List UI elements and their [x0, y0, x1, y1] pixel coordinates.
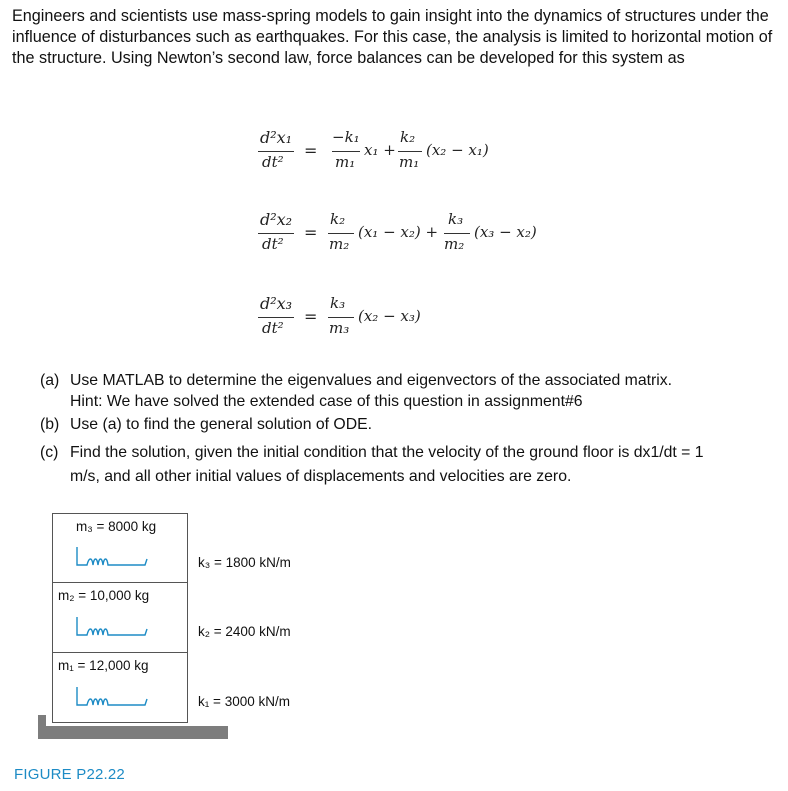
part-a-label: (a) [40, 372, 60, 389]
eq1-t1-bar [332, 151, 360, 152]
part-b-label: (b) [40, 416, 60, 433]
eq2-lhs-denominator: dt² [262, 235, 284, 253]
eq2-t2-paren: (x₃ − x₂) [474, 223, 537, 241]
mass-1-label: m₁ = 12,000 kg [58, 658, 149, 673]
eq2-t2-bar [444, 233, 470, 234]
eq1-t2-paren: (x₂ − x₁) [426, 141, 489, 159]
eq1-t2-numerator: k₂ [400, 128, 416, 146]
mass-2-label: m₂ = 10,000 kg [58, 588, 150, 603]
eq3-lhs-bar [258, 317, 294, 318]
eq1-lhs-bar [258, 151, 294, 152]
eq3-lhs-denominator: dt² [262, 319, 284, 337]
k1-label: k₁ = 3000 kN/m [198, 694, 290, 709]
part-a-line-2: Hint: We have solved the extended case of this question in assignment#6 [70, 393, 583, 410]
spring-1-icon [75, 685, 165, 709]
eq1-t1-denominator: m₁ [335, 153, 356, 171]
eq3-t1-numerator: k₃ [330, 294, 346, 312]
eq3-equals: = [304, 307, 318, 326]
eq3-lhs-numerator: d²x₃ [260, 294, 293, 313]
eq1-lhs-numerator: d²x₁ [260, 128, 293, 147]
eq1-t2-bar [398, 151, 422, 152]
eq2-t1-paren: (x₁ − x₂) + [358, 223, 439, 241]
eq2-t2-numerator: k₃ [448, 210, 464, 228]
k2-label: k₂ = 2400 kN/m [198, 624, 291, 639]
eq2-lhs-bar [258, 233, 294, 234]
eq1-equals: = [304, 141, 318, 160]
eq2-t2-denominator: m₂ [444, 235, 465, 253]
eq1-t1-variable: x₁ + [364, 141, 396, 159]
spring-2-icon [75, 615, 165, 639]
eq3-t1-denominator: m₃ [329, 319, 350, 337]
mass-spring-figure [0, 505, 420, 790]
eq1-lhs-denominator: dt² [262, 153, 284, 171]
part-b-line-1: Use (a) to find the general solution of ODE. [70, 416, 373, 433]
equation-1 [258, 128, 538, 183]
figure-caption: FIGURE P22.22 [14, 766, 125, 783]
eq1-t1-numerator: −k₁ [332, 128, 360, 146]
equation-2 [258, 210, 558, 265]
intro-paragraph: Engineers and scientists use mass-spring models to gain insight into the dynamics of structures under the influence of disturbances such as earthquakes. For this case, the analysis is limited to horizontal motion of the structure. Using Newton’s second law, force balances can be developed for this system as [12, 7, 773, 67]
eq2-lhs-numerator: d²x₂ [260, 210, 293, 229]
eq3-t1-paren: (x₂ − x₃) [358, 307, 421, 325]
eq3-t1-bar [328, 317, 354, 318]
eq2-t1-numerator: k₂ [330, 210, 346, 228]
eq2-equals: = [304, 223, 318, 242]
mass-3-label: m₃ = 8000 kg [76, 519, 157, 534]
eq2-t1-denominator: m₂ [329, 235, 350, 253]
equation-3 [258, 294, 478, 349]
part-a-line-1: Use MATLAB to determine the eigenvalues and eigenvectors of the associated matrix. [70, 372, 673, 389]
spring-3-icon [75, 545, 165, 569]
k3-label: k₃ = 1800 kN/m [198, 555, 291, 570]
part-c-line-1: Find the solution, given the initial condition that the velocity of the ground floor is dx1/dt = 1 [70, 444, 704, 461]
part-c-label: (c) [40, 444, 59, 461]
eq2-t1-bar [328, 233, 354, 234]
eq1-t2-denominator: m₁ [399, 153, 420, 171]
part-c-line-2: m/s, and all other initial values of displacements and velocities are zero. [70, 468, 572, 485]
ground-base [38, 726, 228, 739]
